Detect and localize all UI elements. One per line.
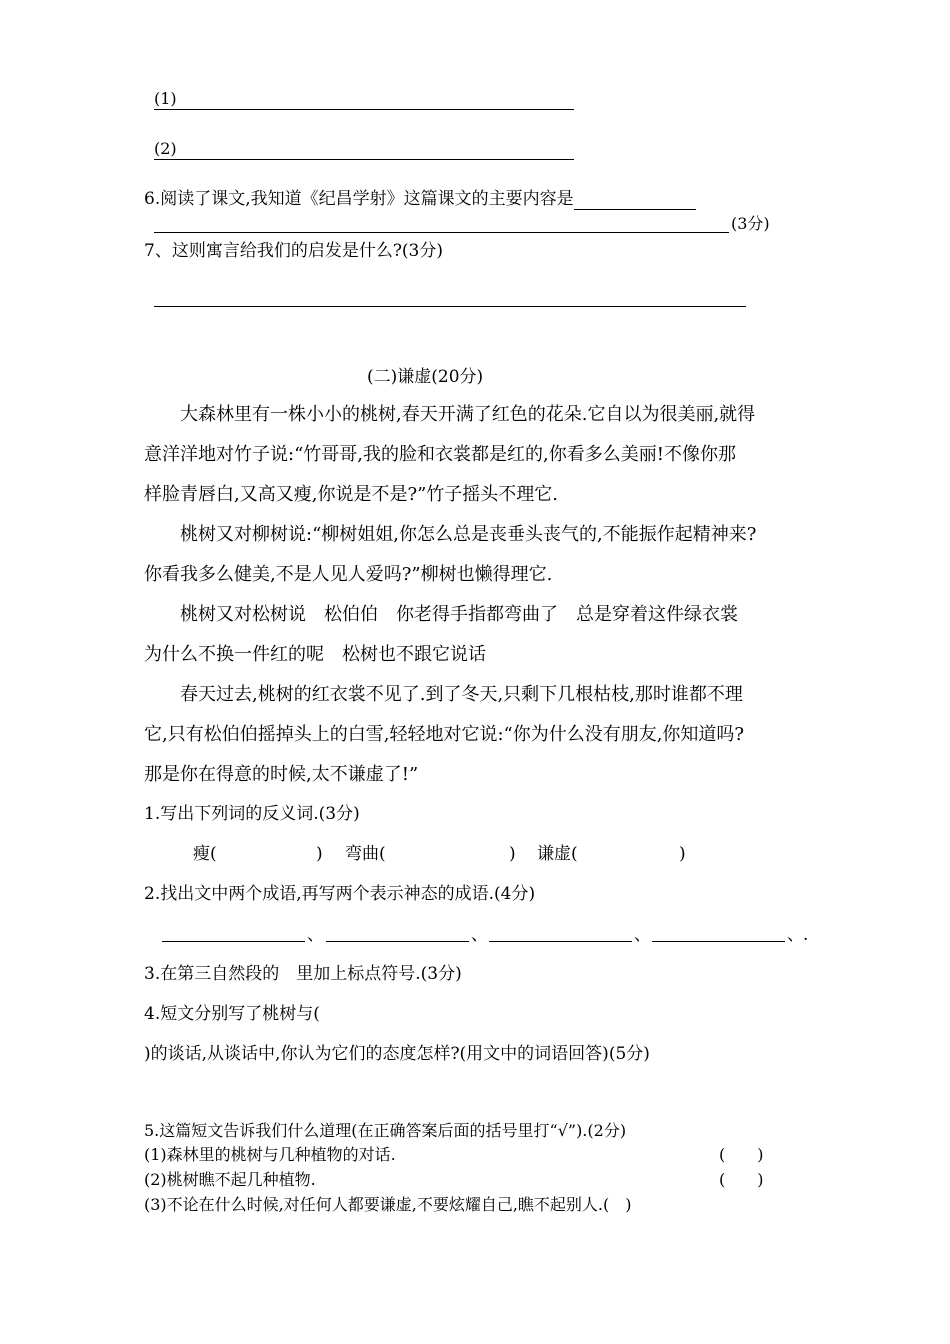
section-title: (二)谦虚(20分): [367, 367, 484, 387]
question-7-answer-line: [154, 306, 746, 307]
passage-line-5: 你看我多么健美,不是人见人爱吗?”柳树也懒得理它.: [144, 564, 553, 585]
option-1: (1)森林里的桃树与几种植物的对话.: [144, 1145, 396, 1164]
passage-line-2: 意洋洋地对竹子说:“竹哥哥,我的脸和衣裳都是红的,你看多么美丽!不像你那: [144, 444, 736, 465]
antonym-word-3-close: ): [679, 844, 686, 864]
question-6: [144, 188, 696, 210]
passage-line-3: 样脸青唇白,又高又瘦,你说是不是?”竹子摇头不理它.: [144, 484, 559, 505]
blank-item-2-label: (2): [154, 139, 177, 158]
passage-line-6: 桃树又对松树说 松伯伯 你老得手指都弯曲了 总是穿着这件绿衣裳: [180, 604, 738, 625]
question-6-text: 6.阅读了课文,我知道《纪昌学射》这篇课文的主要内容是: [144, 189, 574, 209]
idiom-sep-3: 、: [634, 925, 651, 945]
idiom-line-2: [326, 941, 469, 942]
passage-line-4: 桃树又对柳树说:“柳树姐姐,你怎么总是丧垂头丧气的,不能振作起精神来?: [180, 524, 757, 545]
idiom-sep-2: 、: [471, 925, 488, 945]
question-1: 1.写出下列词的反义词.(3分): [144, 804, 360, 824]
question-7: 7、这则寓言给我们的启发是什么?(3分): [144, 241, 444, 261]
question-5: 5.这篇短文告诉我们什么道理(在正确答案后面的括号里打“√”).(2分): [144, 1121, 627, 1140]
question-4-line-2: )的谈话,从谈话中,你认为它们的态度怎样?(用文中的词语回答)(5分): [144, 1044, 650, 1064]
question-6-answer-line-2: [154, 232, 729, 233]
question-4-line-1: 4.短文分别写了桃树与(: [144, 1004, 320, 1024]
question-6-answer-line: [574, 191, 696, 210]
passage-line-8: 春天过去,桃树的红衣裳不见了.到了冬天,只剩下几根枯枝,那时谁都不理: [180, 684, 743, 705]
antonym-word-1: 瘦(: [193, 844, 217, 864]
passage-line-9: 它,只有松伯伯摇掉头上的白雪,轻轻地对它说:“你为什么没有朋友,你知道吗?: [144, 724, 745, 745]
passage-line-7: 为什么不换一件红的呢 松树也不跟它说话: [144, 644, 486, 665]
blank-item-1: [154, 89, 574, 110]
passage-line-1: 大森林里有一株小小的桃树,春天开满了红色的花朵.它自以为很美丽,就得: [180, 404, 756, 425]
antonym-word-2: 弯曲(: [345, 844, 386, 864]
antonym-word-1-close: ): [316, 844, 323, 864]
option-2: (2)桃树瞧不起几种植物.: [144, 1170, 316, 1189]
idiom-sep-4: 、: [787, 925, 804, 945]
antonym-word-2-close: ): [509, 844, 516, 864]
option-3: (3)不论在什么时候,对任何人都要谦虚,不要炫耀自己,瞧不起别人.( ): [144, 1195, 632, 1214]
idiom-line-4: [652, 941, 785, 942]
idiom-line-1: [162, 941, 305, 942]
option-2-paren: ( ): [719, 1170, 764, 1189]
question-3: 3.在第三自然段的 里加上标点符号.(3分): [144, 964, 462, 984]
blank-item-1-label: (1): [154, 89, 177, 108]
idiom-end: .: [803, 925, 809, 945]
idiom-sep-1: 、: [307, 925, 324, 945]
blank-item-2: [154, 139, 574, 160]
antonym-word-3: 谦虚(: [537, 844, 578, 864]
question-2: 2.找出文中两个成语,再写两个表示神态的成语.(4分): [144, 884, 536, 904]
option-1-paren: ( ): [719, 1145, 764, 1164]
question-6-points: (3分): [731, 214, 770, 233]
passage-line-10: 那是你在得意的时候,太不谦虚了!”: [144, 764, 419, 785]
idiom-line-3: [489, 941, 632, 942]
